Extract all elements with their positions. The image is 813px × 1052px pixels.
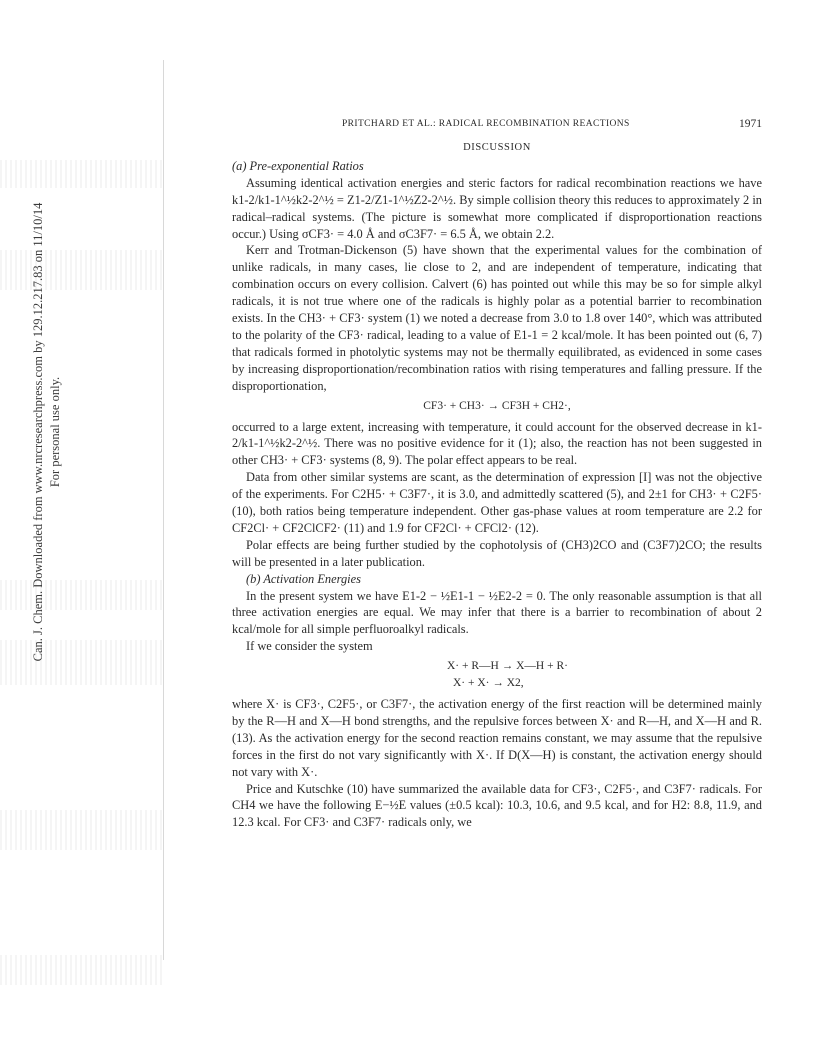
paragraph-5: Polar effects are being further studied by the cophotolysis of (CH3)2CO and (C3F7)2CO; the results will be presented in a later publication. [232, 537, 762, 569]
page-number: 1971 [739, 118, 762, 130]
subsection-title-b: (b) Activation Energies [246, 571, 361, 586]
paragraph-8: where X· is CF3·, C2F5·, or C3F7·, the activation energy of the first reaction will be determined mainly by the R—H and X—H bond strengths, and the repulsive forces between X· and R—H, and X—H and R. (13). As the activation energy for the second reaction remains constant, we may assume that the repulsive forces in the first do not vary significantly with X·. If D(X—H) is constant, the activation energy should not vary with X·. [232, 697, 762, 779]
gutter-line [163, 60, 164, 960]
scan-noise [0, 640, 165, 685]
scan-noise [0, 250, 165, 290]
equation-2a: X· + R—H → X—H + R· [447, 660, 568, 673]
equation-system [232, 658, 762, 692]
running-title: PRITCHARD ET AL.: RADICAL RECOMBINATION REACTIONS [342, 119, 630, 129]
scan-noise [0, 955, 165, 985]
watermark-line-1: Can. J. Chem. Downloaded from www.nrcresearchpress.com by 129.12.217.83 on 11/10/14 [31, 202, 45, 662]
subsection-title-a: (a) Pre-exponential Ratios [232, 158, 364, 173]
paragraph-4: Data from other similar systems are scant, as the determination of expression [I] was not the objective of the experiments. For C2H5· + C3F7·, it is 3.0, and admittedly scattered (5), and 2±1 for CH3· + C2F5· (10), both ratios being temperature independent. Other gas-phase values at room temperature are 2.2 for CF2Cl· + CF2ClCF2· (11) and 1.9 for CF2Cl· + CFCl2· (12). [232, 470, 762, 535]
paragraph-2: Kerr and Trotman-Dickenson (5) have shown that the experimental values for the combination of unlike radicals, in many cases, lie close to 2, and are independent of temperature, indicating that combination occurs on every collision. Calvert (6) has pointed out while this may be so for simple alkyl radicals, it is not true where one of the radicals is highly polar as a potential barrier to recombination exists. In the CH3· + CF3· system (1) we noted a decrease from 3.0 to 1.8 over 140°, which was attributed to the polarity of the CF3· radical, leading to a value of E1-1 = 2 kcal/mole. It has been pointed out (6, 7) that radicals formed in photolytic systems may not be thermally equilibrated, as evidenced in some cases by increasing disproportionation/recombination ratios with rising temperatures and falling pressure. If the disproportionation, [232, 243, 762, 393]
article-body [232, 140, 762, 831]
scan-noise [0, 810, 165, 850]
paragraph-6: In the present system we have E1-2 − ½E1-1 − ½E2-2 = 0. The only reasonable assumption is that all three activation energies are equal. We may infer that there is a barrier to recombination of about 2 kcal/mole for all simple perfluoroalkyl radicals. [232, 588, 762, 637]
paragraph-1: Assuming identical activation energies and steric factors for radical recombination reactions we have k1-2/k1-1^½k2-2^½ = Z1-2/Z1-1^½Z2-2^½. By simple collision theory this reduces to approximately 2 in radical–radical systems. (The picture is somewhat more complicated if disproportionation reactions occur.) Using σCF3· = 4.0 Å and σC3F7· = 6.5 Å, we obtain 2.2. [232, 175, 762, 241]
scan-noise [0, 580, 165, 610]
equation-2b: X· + X· → X2, [453, 677, 524, 690]
scan-noise [0, 160, 165, 188]
watermark-line-2: For personal use only. [48, 376, 62, 488]
paragraph-9: Price and Kutschke (10) have summarized the available data for CF3·, C2F5·, and C3F7· radicals. For CH4 we have the following E−½E values (±0.5 kcal): 10.3, 10.6, and 9.5 kcal, and for H2: 8.8, 11.9, and 12.3 kcal. For CF3· and C3F7· radicals only, we [232, 781, 762, 830]
section-heading: DISCUSSION [463, 142, 531, 153]
download-watermark [30, 132, 70, 732]
equation-1: CF3· + CH3· → CF3H + CH2·, [423, 399, 571, 412]
paragraph-7: If we consider the system [246, 639, 373, 654]
page-header [232, 119, 762, 133]
paragraph-3: occurred to a large extent, increasing with temperature, it could account for the observed decrease in k1-2/k1-1^½k2-2^½. There was no positive evidence for it (1); also, the reaction has not been suggested in other CH3· + CF3· systems (8, 9). The polar effect appears to be real. [232, 419, 762, 468]
